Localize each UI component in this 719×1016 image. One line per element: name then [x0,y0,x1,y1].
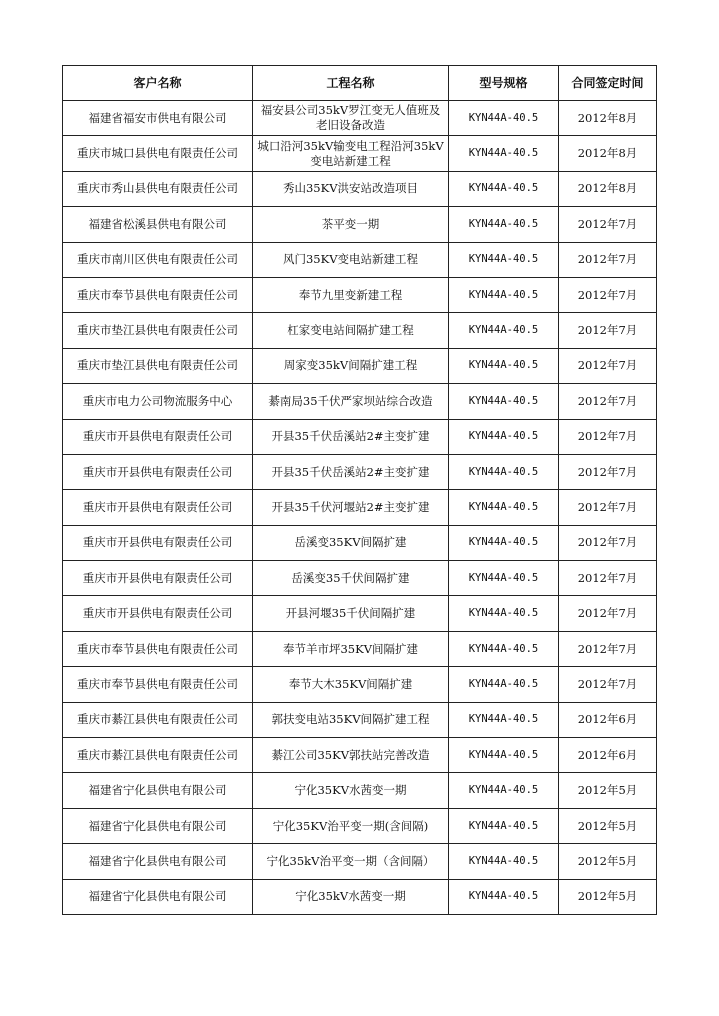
cell-model: KYN44A-40.5 [449,277,559,312]
cell-contract-date: 2012年6月 [559,702,657,737]
cell-contract-date: 2012年7月 [559,596,657,631]
cell-contract-date: 2012年7月 [559,631,657,666]
cell-contract-date: 2012年8月 [559,136,657,171]
cell-customer: 重庆市开县供电有限责任公司 [63,490,253,525]
cell-model: KYN44A-40.5 [449,207,559,242]
cell-customer: 重庆市垫江县供电有限责任公司 [63,313,253,348]
table-row [63,667,657,702]
header-row [63,66,657,101]
cell-contract-date: 2012年5月 [559,879,657,914]
cell-customer: 福建省松溪县供电有限公司 [63,207,253,242]
cell-project: 宁化35KV水茜变一期 [253,773,449,808]
cell-contract-date: 2012年5月 [559,808,657,843]
cell-model: KYN44A-40.5 [449,773,559,808]
cell-customer: 福建省宁化县供电有限公司 [63,879,253,914]
cell-project: 福安县公司35kV罗江变无人值班及老旧设备改造 [253,101,449,136]
cell-contract-date: 2012年7月 [559,313,657,348]
cell-project: 开县35千伏河堰站2#主变扩建 [253,490,449,525]
cell-model: KYN44A-40.5 [449,667,559,702]
table-row [63,207,657,242]
table-row [63,773,657,808]
cell-contract-date: 2012年7月 [559,242,657,277]
cell-model: KYN44A-40.5 [449,101,559,136]
cell-contract-date: 2012年7月 [559,419,657,454]
table-row [63,136,657,171]
cell-customer: 重庆市开县供电有限责任公司 [63,596,253,631]
cell-customer: 重庆市城口县供电有限责任公司 [63,136,253,171]
cell-customer: 福建省宁化县供电有限公司 [63,773,253,808]
cell-project: 风门35KV变电站新建工程 [253,242,449,277]
cell-project: 开县35千伏岳溪站2#主变扩建 [253,419,449,454]
table-row [63,561,657,596]
header-contract-date: 合同签定时间 [559,66,657,101]
cell-customer: 重庆市电力公司物流服务中心 [63,384,253,419]
cell-model: KYN44A-40.5 [449,561,559,596]
table-row [63,419,657,454]
header-customer: 客户名称 [63,66,253,101]
cell-contract-date: 2012年5月 [559,844,657,879]
cell-customer: 重庆市开县供电有限责任公司 [63,561,253,596]
cell-customer: 福建省宁化县供电有限公司 [63,808,253,843]
table-row [63,454,657,489]
cell-model: KYN44A-40.5 [449,348,559,383]
cell-contract-date: 2012年7月 [559,490,657,525]
cell-contract-date: 2012年8月 [559,101,657,136]
cell-project: 开县35千伏岳溪站2#主变扩建 [253,454,449,489]
table-row [63,702,657,737]
table-body [63,101,657,915]
table-row [63,277,657,312]
cell-customer: 重庆市奉节县供电有限责任公司 [63,277,253,312]
cell-model: KYN44A-40.5 [449,490,559,525]
cell-project: 宁化35kV治平变一期（含间隔） [253,844,449,879]
cell-customer: 重庆市綦江县供电有限责任公司 [63,738,253,773]
cell-model: KYN44A-40.5 [449,171,559,206]
cell-contract-date: 2012年5月 [559,773,657,808]
cell-contract-date: 2012年7月 [559,561,657,596]
cell-model: KYN44A-40.5 [449,844,559,879]
cell-model: KYN44A-40.5 [449,242,559,277]
cell-model: KYN44A-40.5 [449,879,559,914]
cell-project: 开县河堰35千伏间隔扩建 [253,596,449,631]
table-row [63,525,657,560]
cell-model: KYN44A-40.5 [449,419,559,454]
table-row [63,879,657,914]
cell-contract-date: 2012年7月 [559,525,657,560]
cell-project: 奉节羊市坪35KV间隔扩建 [253,631,449,666]
cell-customer: 重庆市秀山县供电有限责任公司 [63,171,253,206]
cell-customer: 重庆市奉节县供电有限责任公司 [63,631,253,666]
cell-project: 綦江公司35KV郭扶站完善改造 [253,738,449,773]
table-row [63,490,657,525]
table-row [63,808,657,843]
cell-model: KYN44A-40.5 [449,136,559,171]
cell-project: 奉节九里变新建工程 [253,277,449,312]
cell-contract-date: 2012年7月 [559,454,657,489]
header-model: 型号规格 [449,66,559,101]
cell-customer: 福建省宁化县供电有限公司 [63,844,253,879]
cell-contract-date: 2012年8月 [559,171,657,206]
cell-project: 杠家变电站间隔扩建工程 [253,313,449,348]
table-row [63,631,657,666]
cell-project: 宁化35kV水茜变一期 [253,879,449,914]
cell-project: 秀山35KV洪安站改造项目 [253,171,449,206]
cell-project: 岳溪变35千伏间隔扩建 [253,561,449,596]
cell-customer: 重庆市垫江县供电有限责任公司 [63,348,253,383]
cell-customer: 重庆市南川区供电有限责任公司 [63,242,253,277]
cell-project: 綦南局35千伏严家坝站综合改造 [253,384,449,419]
cell-customer: 重庆市开县供电有限责任公司 [63,454,253,489]
cell-model: KYN44A-40.5 [449,384,559,419]
cell-model: KYN44A-40.5 [449,631,559,666]
table-row [63,313,657,348]
cell-model: KYN44A-40.5 [449,454,559,489]
cell-contract-date: 2012年7月 [559,207,657,242]
cell-model: KYN44A-40.5 [449,596,559,631]
cell-project: 奉节大木35KV间隔扩建 [253,667,449,702]
cell-model: KYN44A-40.5 [449,525,559,560]
cell-contract-date: 2012年7月 [559,277,657,312]
table-row [63,101,657,136]
table-row [63,596,657,631]
cell-contract-date: 2012年6月 [559,738,657,773]
cell-customer: 福建省福安市供电有限公司 [63,101,253,136]
header-project: 工程名称 [253,66,449,101]
cell-project: 岳溪变35KV间隔扩建 [253,525,449,560]
table-row [63,384,657,419]
cell-model: KYN44A-40.5 [449,702,559,737]
cell-contract-date: 2012年7月 [559,384,657,419]
table-row [63,171,657,206]
table-row [63,738,657,773]
cell-project: 茶平变一期 [253,207,449,242]
cell-project: 郭扶变电站35KV间隔扩建工程 [253,702,449,737]
cell-project: 城口沿河35kV输变电工程沿河35kV变电站新建工程 [253,136,449,171]
cell-customer: 重庆市綦江县供电有限责任公司 [63,702,253,737]
cell-model: KYN44A-40.5 [449,808,559,843]
cell-customer: 重庆市奉节县供电有限责任公司 [63,667,253,702]
cell-model: KYN44A-40.5 [449,738,559,773]
cell-customer: 重庆市开县供电有限责任公司 [63,419,253,454]
cell-contract-date: 2012年7月 [559,667,657,702]
contract-table [62,65,657,915]
table-row [63,348,657,383]
cell-project: 宁化35KV治平变一期(含间隔) [253,808,449,843]
cell-model: KYN44A-40.5 [449,313,559,348]
table-row [63,844,657,879]
cell-customer: 重庆市开县供电有限责任公司 [63,525,253,560]
cell-project: 周家变35kV间隔扩建工程 [253,348,449,383]
table-row [63,242,657,277]
cell-contract-date: 2012年7月 [559,348,657,383]
